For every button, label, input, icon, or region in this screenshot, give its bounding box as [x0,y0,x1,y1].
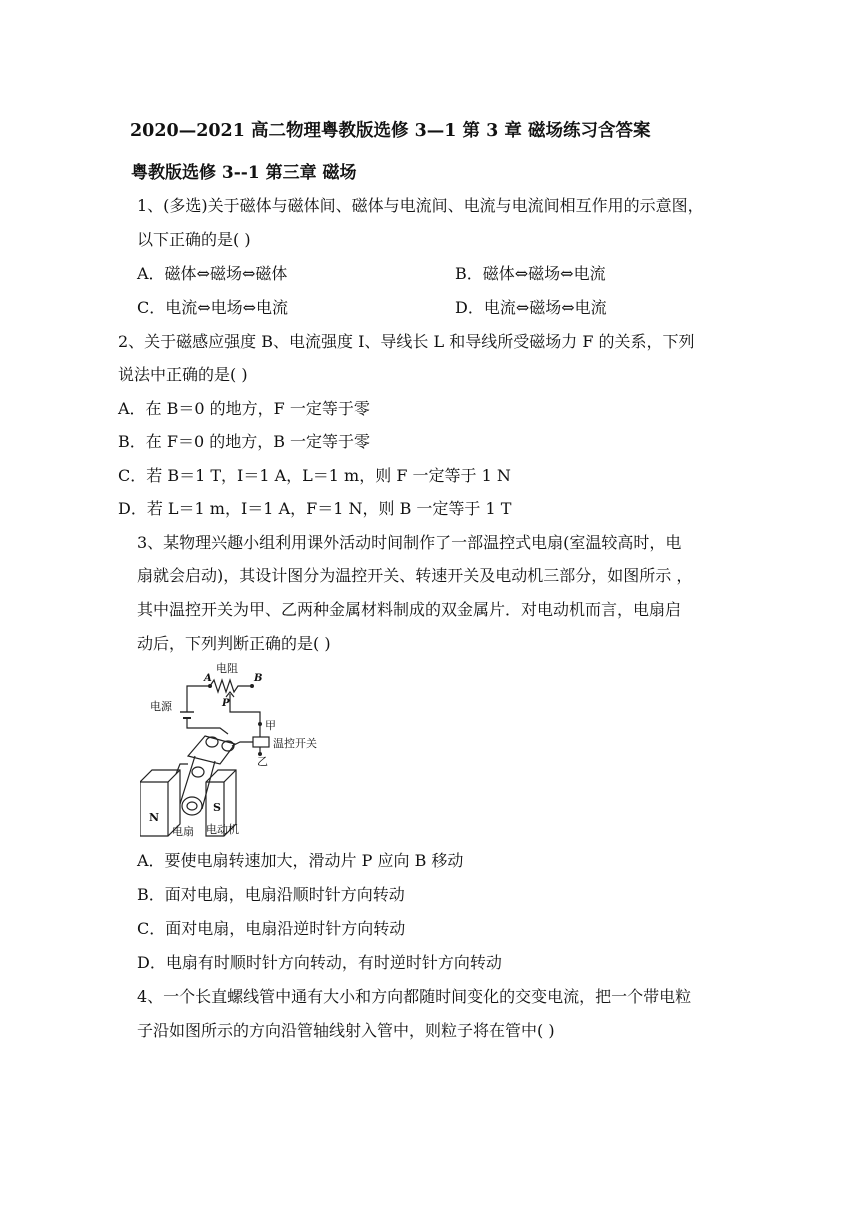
question-3-stem-line-4: 动后，下列判断正确的是( ) [137,634,331,653]
section-heading: 粤教版选修 3--1 第三章 磁场 [131,163,357,183]
question-3-stem-line-1: 3、某物理兴趣小组利用课外活动时间制作了一部温控式电扇(室温较高时，电 [137,533,682,552]
figure-label-p: P [222,698,230,709]
question-1-stem-line-1: 1、(多选)关于磁体与磁体间、磁体与电流间、电流与电流间相互作用的示意图， [137,196,704,215]
figure-label-b: B [254,673,263,684]
question-3-stem-line-2: 扇就会启动)，其设计图分为温控开关、转速开关及电动机三部分，如图所示 ， [137,566,693,585]
page-title: 2020—2021 高二物理粤教版选修 3—1 第 3 章 磁场练习含答案 [130,121,651,141]
question-4-stem-line-2: 子沿如图所示的方向沿管轴线射入管中，则粒子将在管中( ) [137,1021,555,1040]
question-2-option-b: B．在 F＝0 的地方，B 一定等于零 [118,432,371,451]
figure-label-s: S [213,801,221,814]
question-2-stem-line-2: 说法中正确的是( ) [118,365,248,384]
question-1-stem-line-2: 以下正确的是( ) [137,230,251,249]
question-1-option-c: C．电流⇔电场⇔电流 [137,298,289,317]
figure-label-source: 电源 [150,700,172,713]
temperature-controlled-fan-figure [140,664,340,842]
question-3-option-d: D．电扇有时顺时针方向转动，有时逆时针方向转动 [137,953,502,972]
question-1-option-d: D．电流⇔磁场⇔电流 [455,298,607,317]
question-2-option-d: D．若 L＝1 m，I＝1 A，F＝1 N，则 B 一定等于 1 T [118,499,512,518]
figure-label-resistor: 电阻 [216,662,238,675]
figure-label-yi: 乙 [257,755,268,768]
figure-label-switch: 温控开关 [273,737,317,750]
question-2-option-c: C．若 B＝1 T，I＝1 A，L＝1 m，则 F 一定等于 1 N [118,466,511,485]
question-2-option-a: A．在 B＝0 的地方，F 一定等于零 [118,399,370,418]
circuit-diagram [140,664,340,842]
question-1-option-a: A．磁体⇔磁场⇔磁体 [137,264,288,283]
question-3-option-a: A．要使电扇转速加大，滑动片 P 应向 B 移动 [137,851,464,870]
figure-label-motor: 电动机 [206,823,239,836]
figure-label-jia: 甲 [265,719,276,732]
figure-label-n: N [149,811,160,824]
question-3-option-c: C．面对电扇，电扇沿逆时针方向转动 [137,919,406,938]
question-2-stem-line-1: 2、关于磁感应强度 B、电流强度 I、导线长 L 和导线所受磁场力 F 的关系，下列 [118,332,695,351]
question-3-stem-line-3: 其中温控开关为甲、乙两种金属材料制成的双金属片．对电动机而言，电扇启 [137,600,682,619]
question-3-option-b: B．面对电扇，电扇沿顺时针方向转动 [137,885,405,904]
figure-label-a: A [204,673,212,684]
question-4-stem-line-1: 4、一个长直螺线管中通有大小和方向都随时间变化的交变电流，把一个带电粒 [137,987,692,1006]
figure-label-fan: 电扇 [172,825,194,838]
question-1-option-b: B．磁体⇔磁场⇔电流 [455,264,606,283]
